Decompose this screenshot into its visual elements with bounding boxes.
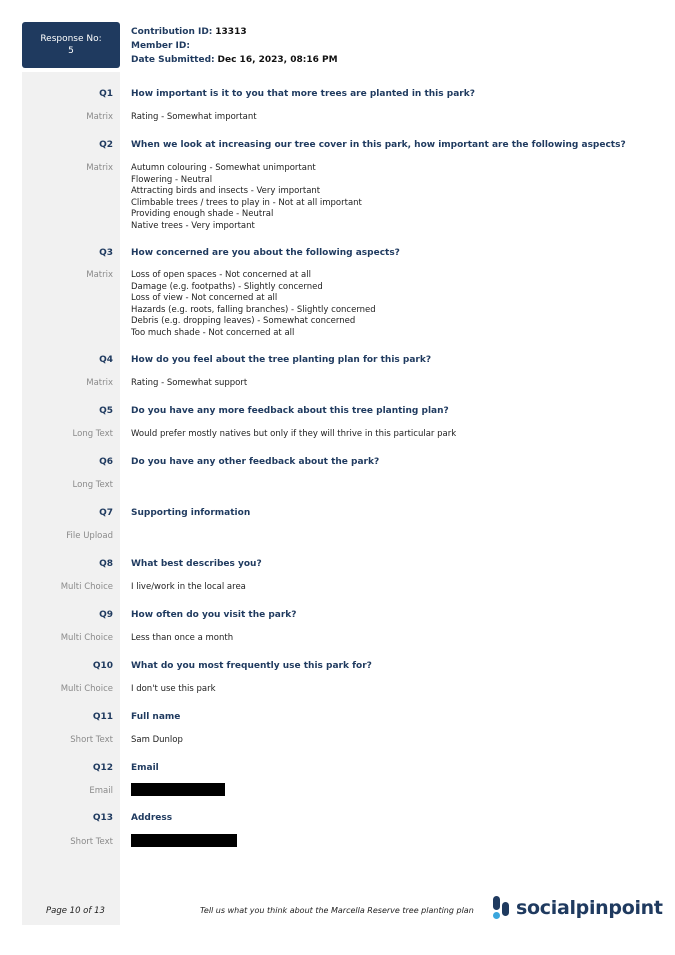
answer-block [131, 163, 362, 232]
answer-line: Rating - Somewhat support [131, 378, 248, 388]
answer-line: Flowering - Neutral [131, 174, 213, 185]
answer-line: I don't use this park [131, 684, 216, 694]
answer-line: Damage (e.g. footpaths) - Slightly concerned [131, 281, 323, 292]
question-text: How important is it to you that more trees are planted in this park? [131, 89, 475, 99]
date-label: Date Submitted: [131, 55, 215, 65]
answer-line: Would prefer mostly natives but only if they will thrive in this particular park [131, 429, 457, 439]
question-type: Long Text [72, 480, 113, 490]
response-number: 5 [68, 46, 74, 56]
question-type: Matrix [86, 378, 113, 388]
answer-line: Debris (e.g. dropping leaves) - Somewhat concerned [131, 316, 356, 326]
answer-line: Native trees - Very important [131, 220, 255, 231]
question-number: Q11 [92, 712, 113, 722]
question-number: Q13 [92, 813, 113, 823]
question-number: Q4 [99, 355, 113, 365]
question-text: Email [131, 763, 159, 773]
question-text: How often do you visit the park? [131, 610, 297, 620]
answer-line: Rating - Somewhat important [131, 112, 257, 122]
question-type: File Upload [66, 531, 113, 541]
contribution-id: 13313 [215, 27, 247, 37]
contribution-label: Contribution ID: [131, 27, 213, 37]
answer-block [131, 270, 376, 339]
question-type: Email [89, 786, 113, 796]
submission-meta [131, 25, 338, 67]
question-type: Short Text [70, 837, 113, 847]
question-type: Long Text [72, 429, 113, 439]
question-number: Q2 [99, 140, 113, 150]
question-text: Full name [131, 712, 181, 722]
question-sidebar [22, 72, 120, 925]
question-type: Matrix [86, 270, 113, 280]
question-type: Multi Choice [60, 582, 113, 592]
redacted-email [131, 783, 225, 796]
question-type: Matrix [86, 163, 113, 173]
answer-line: Autumn colouring - Somewhat unimportant [131, 163, 316, 173]
question-number: Q7 [99, 508, 113, 518]
answer-line: I live/work in the local area [131, 582, 246, 592]
question-type: Multi Choice [60, 684, 113, 694]
question-number: Q6 [99, 457, 113, 467]
response-number-badge [22, 22, 120, 68]
question-number: Q1 [99, 89, 113, 99]
answer-line: Loss of open spaces - Not concerned at all [131, 270, 311, 280]
answer-line: Sam Dunlop [131, 735, 183, 745]
question-text: When we look at increasing our tree cover in this park, how important are the following aspects? [131, 140, 626, 150]
question-type: Matrix [86, 112, 113, 122]
question-number: Q9 [99, 610, 113, 620]
answer-line: Loss of view - Not concerned at all [131, 293, 278, 303]
question-number: Q8 [99, 559, 113, 569]
question-text: Do you have any more feedback about this tree planting plan? [131, 406, 449, 416]
answer-line: Providing enough shade - Neutral [131, 209, 274, 219]
socialpinpoint-logo-icon [493, 896, 511, 920]
question-number: Q5 [99, 406, 113, 416]
question-type: Multi Choice [60, 633, 113, 643]
question-number: Q3 [99, 248, 113, 258]
answer-line: Climbable trees / trees to play in - Not at all important [131, 197, 362, 208]
question-text: Do you have any other feedback about the park? [131, 457, 380, 467]
question-text: How do you feel about the tree planting plan for this park? [131, 355, 432, 365]
redacted-address [131, 834, 237, 847]
page-number: Page 10 of 13 [46, 906, 105, 916]
question-text: What best describes you? [131, 559, 262, 569]
socialpinpoint-logo [493, 895, 663, 921]
question-text: How concerned are you about the following aspects? [131, 248, 400, 258]
answer-line: Hazards (e.g. roots, falling branches) - Slightly concerned [131, 304, 376, 315]
response-label: Response No: [40, 34, 102, 44]
footer-title: Tell us what you think about the Marcella Reserve tree planting plan [200, 906, 474, 915]
date-submitted: Dec 16, 2023, 08:16 PM [217, 55, 338, 65]
answer-line: Attracting birds and insects - Very important [131, 186, 321, 196]
answer-line: Too much shade - Not concerned at all [131, 327, 295, 338]
question-number: Q12 [92, 763, 113, 773]
brand-name: socialpinpoint [516, 897, 663, 919]
answer-line: Less than once a month [131, 633, 234, 643]
question-number: Q10 [92, 661, 113, 671]
member-label: Member ID: [131, 41, 190, 51]
question-text: What do you most frequently use this park for? [131, 661, 372, 671]
question-type: Short Text [70, 735, 113, 745]
question-text: Address [131, 813, 173, 823]
question-text: Supporting information [131, 508, 251, 518]
